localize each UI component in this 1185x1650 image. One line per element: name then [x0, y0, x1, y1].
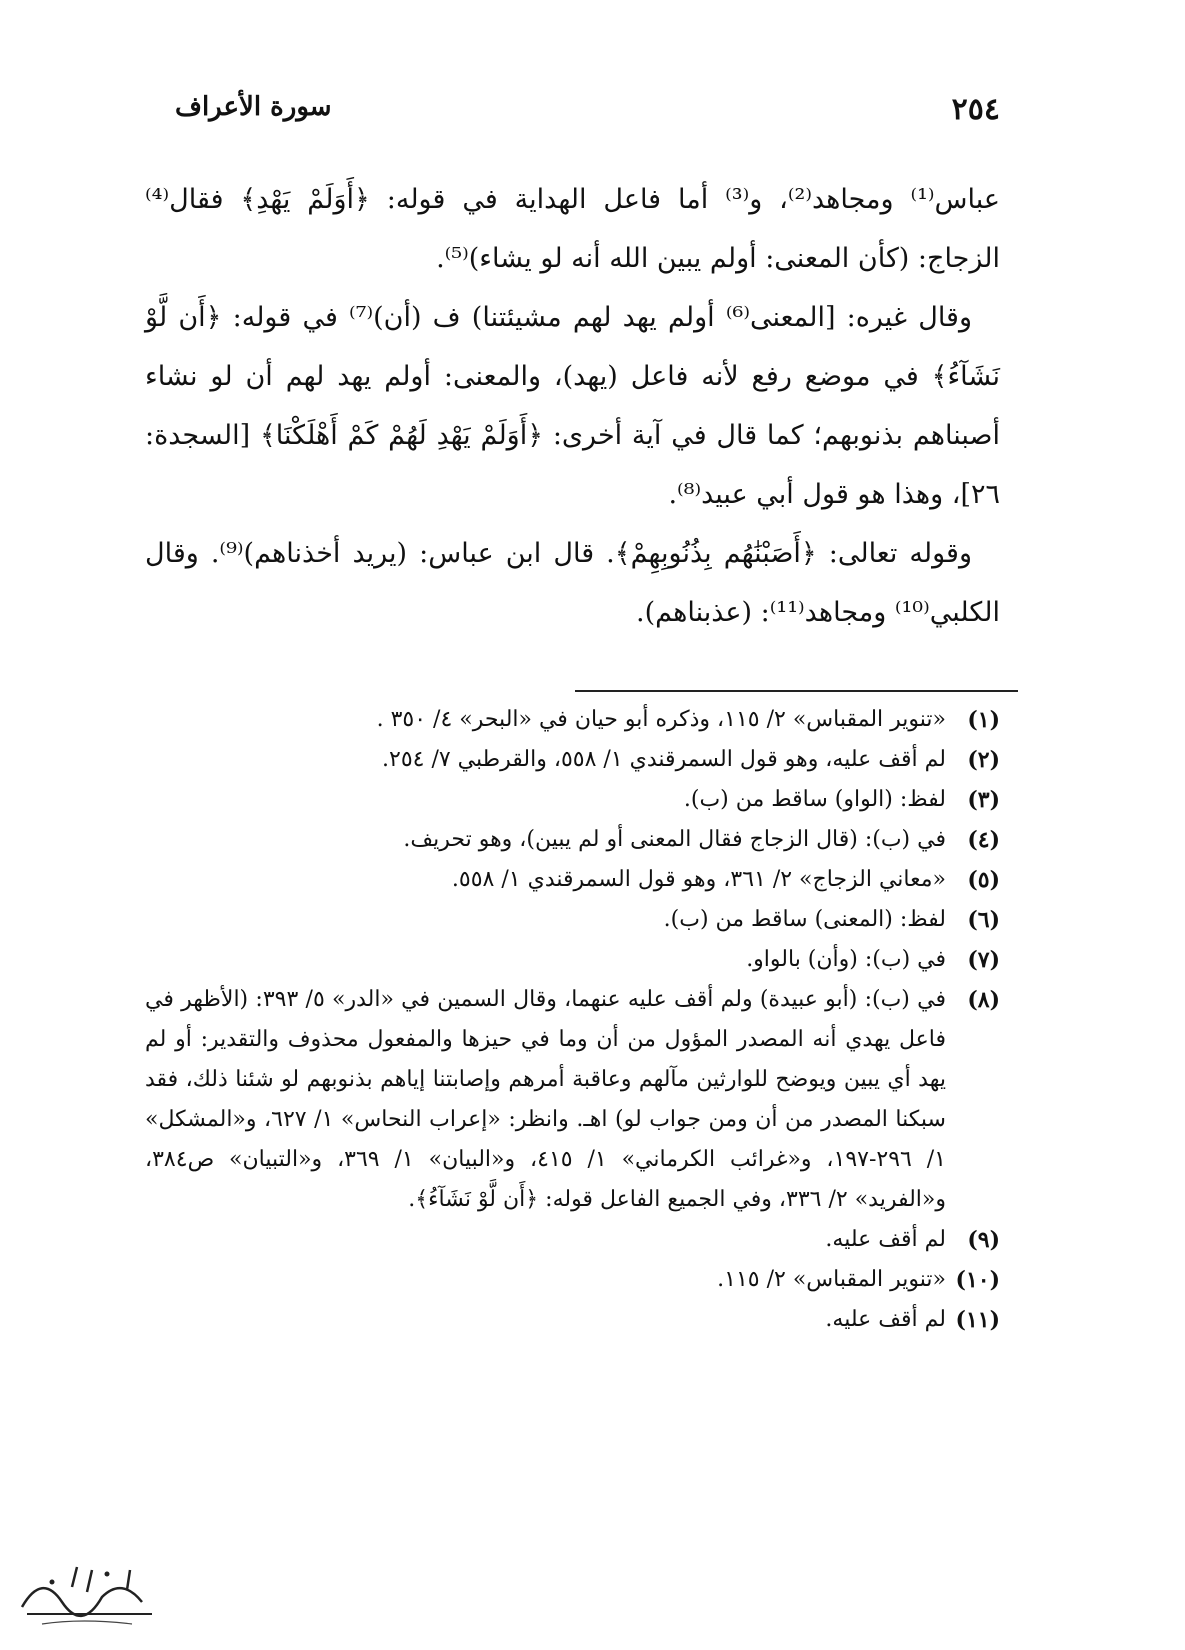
footnote-item	[145, 780, 1000, 820]
footnote-number: (١٠)	[955, 1267, 1000, 1293]
footnote-number: (٢)	[967, 747, 1000, 773]
footnote-text: لم أقف عليه.	[825, 1307, 946, 1332]
footnote-text: لم أقف عليه.	[825, 1227, 946, 1252]
footnote-text: «معاني الزجاج» ٢/ ٣٦١، وهو قول السمرقندي ١/ ٥٥٨.	[451, 867, 946, 892]
footnote-number: (٩)	[967, 1227, 1000, 1253]
main-text	[145, 170, 1000, 642]
footnote-number: (٧)	[967, 947, 1000, 973]
footnote-separator	[575, 690, 1018, 692]
footnote-item	[145, 1220, 1000, 1260]
footnote-item	[145, 900, 1000, 940]
footnote-text: لفظ: (المعنى) ساقط من (ب).	[663, 907, 946, 932]
footnote-item	[145, 860, 1000, 900]
footnote-number: (٣)	[967, 787, 1000, 813]
page-header	[175, 92, 1000, 132]
footnote-text: «تنوير المقباس» ٢/ ١١٥.	[717, 1267, 946, 1292]
footnote-number: (١)	[967, 707, 1000, 733]
footnote-text: لفظ: (الواو) ساقط من (ب).	[683, 787, 946, 812]
footnote-item	[145, 740, 1000, 780]
footnote-number: (١١)	[955, 1307, 1000, 1333]
footnote-item	[145, 940, 1000, 980]
surah-title: سورة الأعراف	[175, 92, 332, 122]
footnote-text: لم أقف عليه، وهو قول السمرقندي ١/ ٥٥٨، والقرطبي ٧/ ٢٥٤.	[382, 747, 946, 772]
footnote-text: «تنوير المقباس» ٢/ ١١٥، وذكره أبو حيان في «البحر» ٤/ ٣٥٠ .	[376, 707, 946, 732]
footnote-text: في (ب): (قال الزجاج فقال المعنى أو لم يبين)، وهو تحريف.	[403, 827, 946, 852]
footnote-item	[145, 700, 1000, 740]
footnotes	[145, 700, 1000, 1340]
page-number: ٢٥٤	[951, 92, 1000, 127]
footnote-number: (٥)	[967, 867, 1000, 893]
footnote-text: في (ب): (وأن) بالواو.	[746, 947, 946, 972]
footnote-item	[145, 980, 1000, 1220]
footnote-number: (٤)	[967, 827, 1000, 853]
footnote-item	[145, 1300, 1000, 1340]
footnote-text: في (ب): (أبو عبيدة) ولم أقف عليه عنهما، وقال السمين في «الدر» ٥/ ٣٩٣: (الأظهر في فاعل يهدي أنه المصدر المؤول من أن وما في حيزها والمفعول محذوف والتقدير: أو لم يهد أي يبين ويوضح للوارثين مآلهم وعاقبة أمرهم وإصابتنا إياهم بذنوبهم لو شئنا ذلك، فقد سبكنا المصدر من أن ومن جواب لو) اهـ. وانظر: «إعراب النحاس» ١/ ٦٢٧، و«المشكل» ١/ ٢٩٦-١٩٧، و«غرائب الكرماني» ١/ ٤١٥، و«البيان» ١/ ٣٦٩، و«التبيان» ص٣٨٤، و«الفريد» ٢/ ٣٣٦، وفي الجميع الفاعل قوله: ﴿أَن لَّوْ نَشَآءُ﴾.	[145, 987, 946, 1212]
publisher-seal-logo	[12, 1552, 162, 1632]
footnote-number: (٦)	[967, 907, 1000, 933]
paragraph-2: وقال غيره: [المعنى⁽⁶⁾ أولم يهد لهم مشيئتنا) ف (أن)⁽⁷⁾ في قوله: ﴿أَن لَّوْ نَشَآءُ﴾ في موضع رفع لأنه فاعل (يهد)، والمعنى: أولم يهد لهم أن لو نشاء أصبناهم بذنوبهم؛ كما قال في آية أخرى: ﴿أَوَلَمْ يَهْدِ لَهُمْ كَمْ أَهْلَكْنَا﴾ [السجدة: ٢٦]، وهذا هو قول أبي عبيد⁽⁸⁾.	[145, 302, 1001, 510]
footnote-item	[145, 820, 1000, 860]
paragraph-3: وقوله تعالى: ﴿أَصَبْنَٰهُم بِذُنُوبِهِمْ﴾. قال ابن عباس: (يريد أخذناهم)⁽⁹⁾. وقال الكلبي⁽¹⁰⁾ ومجاهد⁽¹¹⁾: (عذبناهم).	[145, 538, 1000, 628]
footnote-item	[145, 1260, 1000, 1300]
footnote-number: (٨)	[967, 987, 1000, 1013]
paragraph-1: عباس⁽¹⁾ ومجاهد⁽²⁾، و⁽³⁾ أما فاعل الهداية في قوله: ﴿أَوَلَمْ يَهْدِ﴾ فقال⁽⁴⁾ الزجاج: (كأن المعنى: أولم يبين الله أنه لو يشاء)⁽⁵⁾.	[145, 184, 1000, 274]
